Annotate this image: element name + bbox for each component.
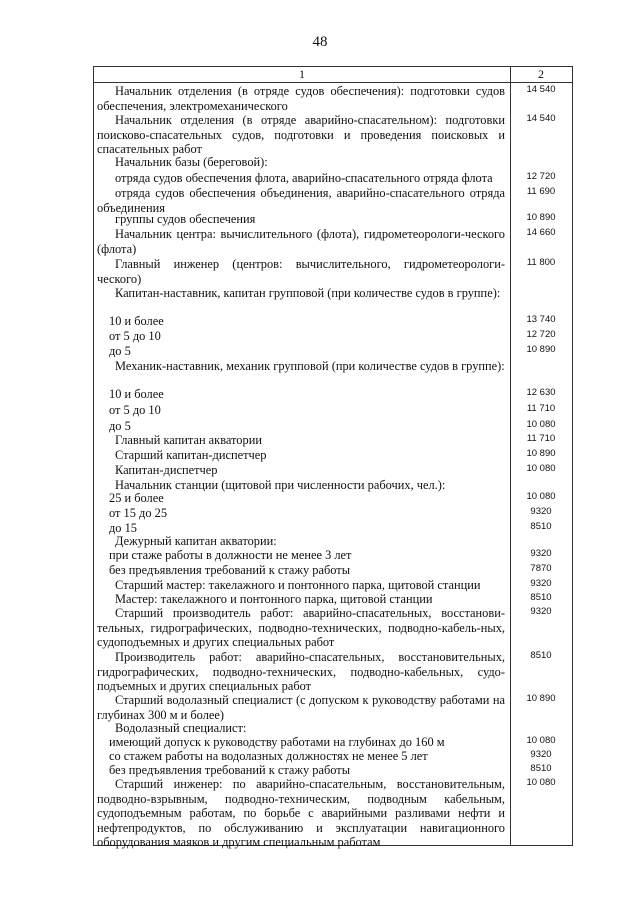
salary-value: 9320 bbox=[530, 606, 552, 617]
salary-table bbox=[93, 66, 573, 850]
salary-value: 9320 bbox=[530, 578, 552, 589]
position-title: 10 и более bbox=[109, 387, 164, 401]
position-title: 10 и более bbox=[109, 314, 164, 328]
position-title: Главный инженер (центров: вычислительного, гидрометеорологи-ческого) bbox=[97, 257, 505, 286]
column-header-2: 2 bbox=[538, 67, 544, 81]
salary-value: 8510 bbox=[530, 521, 552, 532]
salary-value: 10 890 bbox=[526, 693, 556, 704]
position-title: Капитан-наставник, капитан групповой (при количестве судов в группе): bbox=[115, 286, 501, 300]
position-title: до 15 bbox=[109, 521, 137, 535]
salary-value: 8510 bbox=[530, 592, 552, 603]
salary-value: 10 890 bbox=[526, 212, 556, 223]
position-title: без предъявления требований к стажу работы bbox=[109, 763, 351, 777]
salary-value: 10 890 bbox=[526, 448, 556, 459]
position-title: Начальник станции (щитовой при численности рабочих, чел.): bbox=[115, 478, 446, 492]
salary-value: 7870 bbox=[530, 563, 552, 574]
salary-value: 11 800 bbox=[526, 257, 556, 268]
position-title: до 5 bbox=[109, 344, 131, 358]
salary-value: 10 080 bbox=[526, 777, 556, 788]
salary-value: 14 540 bbox=[526, 84, 556, 95]
position-title: отряда судов обеспечения объединения, аварийно-спасательного отряда объединения bbox=[97, 186, 505, 215]
position-title: Старший производитель работ: аварийно-спасательных, восстанови-тельных, гидрографических, подводно-технических, подводно-кабель-ных, судоподъемных и других специальных работ bbox=[97, 606, 505, 650]
salary-value: 13 740 bbox=[526, 314, 556, 325]
position-title: Начальник центра: вычислительного (флота), гидрометеорологи-ческого (флота) bbox=[97, 227, 505, 256]
page-number: 48 bbox=[312, 34, 328, 50]
position-title: Производитель работ: аварийно-спасательных, восстановительных, гидрографических, подводно-технических, подводно-кабельных, судо-подъемных и других специальных работ bbox=[97, 650, 505, 694]
position-title: Старший водолазный специалист (с допуском к руководству работами на глубинах 300 м и более) bbox=[97, 693, 505, 722]
salary-value: 10 080 bbox=[526, 463, 556, 474]
column-header-1: 1 bbox=[299, 67, 305, 81]
salary-value: 14 540 bbox=[526, 113, 556, 124]
position-title: до 5 bbox=[109, 419, 131, 433]
position-title: Старший мастер: такелажного и понтонного парка, щитовой станции bbox=[115, 578, 481, 592]
position-title: Капитан-диспетчер bbox=[115, 463, 218, 477]
position-title: Начальник отделения (в отряде аварийно-спасательном): подготовки поисково-спасательных судов, подготовки и проведения поисковых и спасательных работ bbox=[97, 113, 505, 157]
salary-value: 10 080 bbox=[526, 491, 556, 502]
position-title: от 5 до 10 bbox=[109, 403, 161, 417]
salary-value: 9320 bbox=[530, 749, 552, 760]
salary-value: 10 890 bbox=[526, 344, 556, 355]
position-title: имеющий допуск к руководству работами на глубинах до 160 м bbox=[109, 735, 445, 749]
position-title: Водолазный специалист: bbox=[115, 721, 247, 735]
position-title: группы судов обеспечения bbox=[115, 212, 256, 226]
table-header bbox=[94, 67, 572, 83]
salary-value: 10 080 bbox=[526, 735, 556, 746]
position-title: без предъявления требований к стажу работы bbox=[109, 563, 351, 577]
salary-value: 8510 bbox=[530, 650, 552, 661]
salary-value: 12 630 bbox=[526, 387, 556, 398]
position-title: Старший инженер: по аварийно-спасательным, восстановительным, подводно-взрывным, подводно-техническим, подводным кабельным, судоподъемным работам, по борьбе с аварийными разливами нефти и нефтепродуктов, по обслуживанию и эксплуатации навигационного оборудования маяков и другим специальным работам bbox=[97, 777, 505, 850]
salary-value: 8510 bbox=[530, 763, 552, 774]
position-title: Дежурный капитан акватории: bbox=[115, 534, 277, 548]
position-title: со стажем работы на водолазных должностях не менее 5 лет bbox=[109, 749, 428, 763]
salary-value: 12 720 bbox=[526, 171, 556, 182]
salary-value: 11 710 bbox=[526, 433, 556, 444]
position-title: 25 и более bbox=[109, 491, 164, 505]
position-title: отряда судов обеспечения флота, аварийно-спасательного отряда флота bbox=[115, 171, 493, 185]
salary-value: 10 080 bbox=[526, 419, 556, 430]
salary-value: 9320 bbox=[530, 506, 552, 517]
position-title: Старший капитан-диспетчер bbox=[115, 448, 267, 462]
salary-value: 12 720 bbox=[526, 329, 556, 340]
salary-value: 11 690 bbox=[526, 186, 556, 197]
salary-value: 9320 bbox=[530, 548, 552, 559]
position-title: Механик-наставник, механик групповой (при количестве судов в группе): bbox=[115, 359, 505, 373]
position-title: при стаже работы в должности не менее 3 лет bbox=[109, 548, 352, 562]
position-title: от 5 до 10 bbox=[109, 329, 161, 343]
salary-value: 14 660 bbox=[526, 227, 556, 238]
position-title: Главный капитан акватории bbox=[115, 433, 262, 447]
position-title: Начальник отделения (в отряде судов обеспечения): подготовки судов обеспечения, электромеханического bbox=[97, 84, 505, 113]
salary-value: 11 710 bbox=[526, 403, 556, 414]
position-title: Начальник базы (береговой): bbox=[115, 155, 268, 169]
position-title: от 15 до 25 bbox=[109, 506, 168, 520]
position-title: Мастер: такелажного и понтонного парка, щитовой станции bbox=[115, 592, 433, 606]
